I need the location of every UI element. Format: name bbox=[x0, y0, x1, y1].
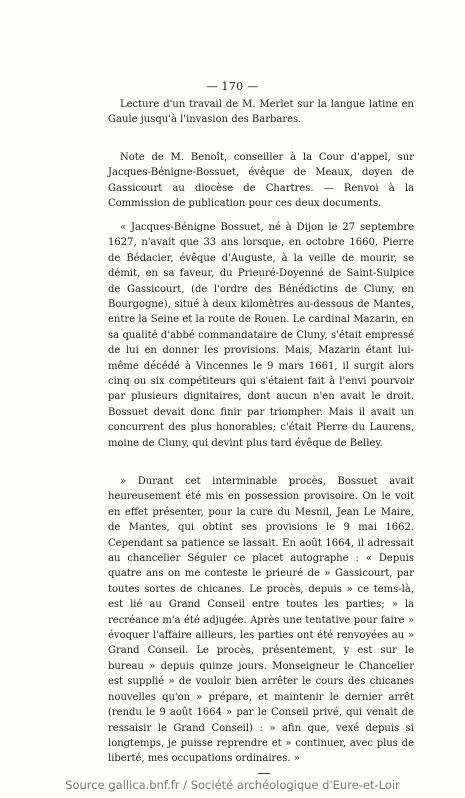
paragraph-text: « Jacques-Bénigne Bossuet, né à Dijon le 27 septembre 1627, n'avait que 33 ans lorsque, en octobre 1660, Pierre de Bédacier, évêque d'Auguste, à la veille de mourir, se démit, en sa faveur, du Prieuré-Doyenné de Saint-Sulpice de Gassicourt, (de l'ordre des Bénédictins de Cluny, en Bourgogne), situé à deux kilomètres au-dessous de Mantes, entre la Seine et la route de Rouen. Le cardinal Mazarin, en sa qualité d'abbé commandataire de Cluny, s'était empressé de lui en donner les provisions. Mais, Mazarin étant lui-même décédé à Vincennes le 9 mars 1661, il surgit alors cinq ou six compétiteurs qui s'étaient fait à l'envi pourvoir par plusieurs dignitaires, dont aucun n'en avait le droit. Bossuet devait donc finir par triompher. Mais il avait un concurrent des plus honorables; c'était Pierre du Laurens, moine de Cluny, qui devint plus tard évêque de Belley. bbox=[108, 222, 414, 449]
page-number: — 170 — bbox=[206, 80, 259, 93]
paragraph-bossuet-biography bbox=[108, 220, 414, 451]
paragraph-proces bbox=[108, 474, 414, 767]
paragraph-text: Lecture d'un travail de M. Merlet sur la langue latine en Gaule jusqu'à l'invasion des Barbares. bbox=[108, 99, 414, 126]
paragraph-note bbox=[108, 150, 414, 212]
paragraph-lecture bbox=[108, 97, 414, 128]
paragraph-text: Note de M. Benoît, conseiller à la Cour d'appel, sur Jacques-Bénigne-Bossuet, évêque de Meaux, doyen de Gassicourt au diocèse de Chartres. — Renvoi à la Commission de publication pour ces deux documents. bbox=[108, 152, 414, 210]
source-attribution: Source gallica.bnf.fr / Société archéologique d'Eure-et-Loir bbox=[65, 778, 400, 792]
paragraph-text: » Durant cet interminable procès, Bossuet avait heureusement été mis en possession provisoire. On le voit en effet présenter, pour la cure du Mesnil, Jean Le Maire, de Mantes, qui obtint ses provisions le 9 mai 1662. Cependant sa patience se lassait. En août 1664, il adressait au chancelier Séguier ce placet autographe : « Depuis quatre ans on me conteste le prieuré de » Gassicourt, par toutes sortes de chicanes. Le procès, depuis » ce tems-là, est lié au Grand Conseil entre toutes les parties; » la recréance m'a été adjugée. Après une tentative pour faire » évoquer l'affaire ailleurs, les parties ont été renvoyées au » Grand Conseil. Le procès, présentement, y est sur le bureau » depuis quinze jours. Monseigneur le Chancelier est supplié » de vouloir bien arrêter le cours des chicanes nouvelles qu'on » prépare, et maintenir le dernier arrêt (rendu le 9 août 1664 » par le Conseil privé, qui venait de ressaisir le Grand Conseil) : » afin que, vexé depuis si longtemps, je puisse reprendre et » continuer, avec plus de liberté, mes occupations ordinaires. » bbox=[108, 476, 414, 765]
